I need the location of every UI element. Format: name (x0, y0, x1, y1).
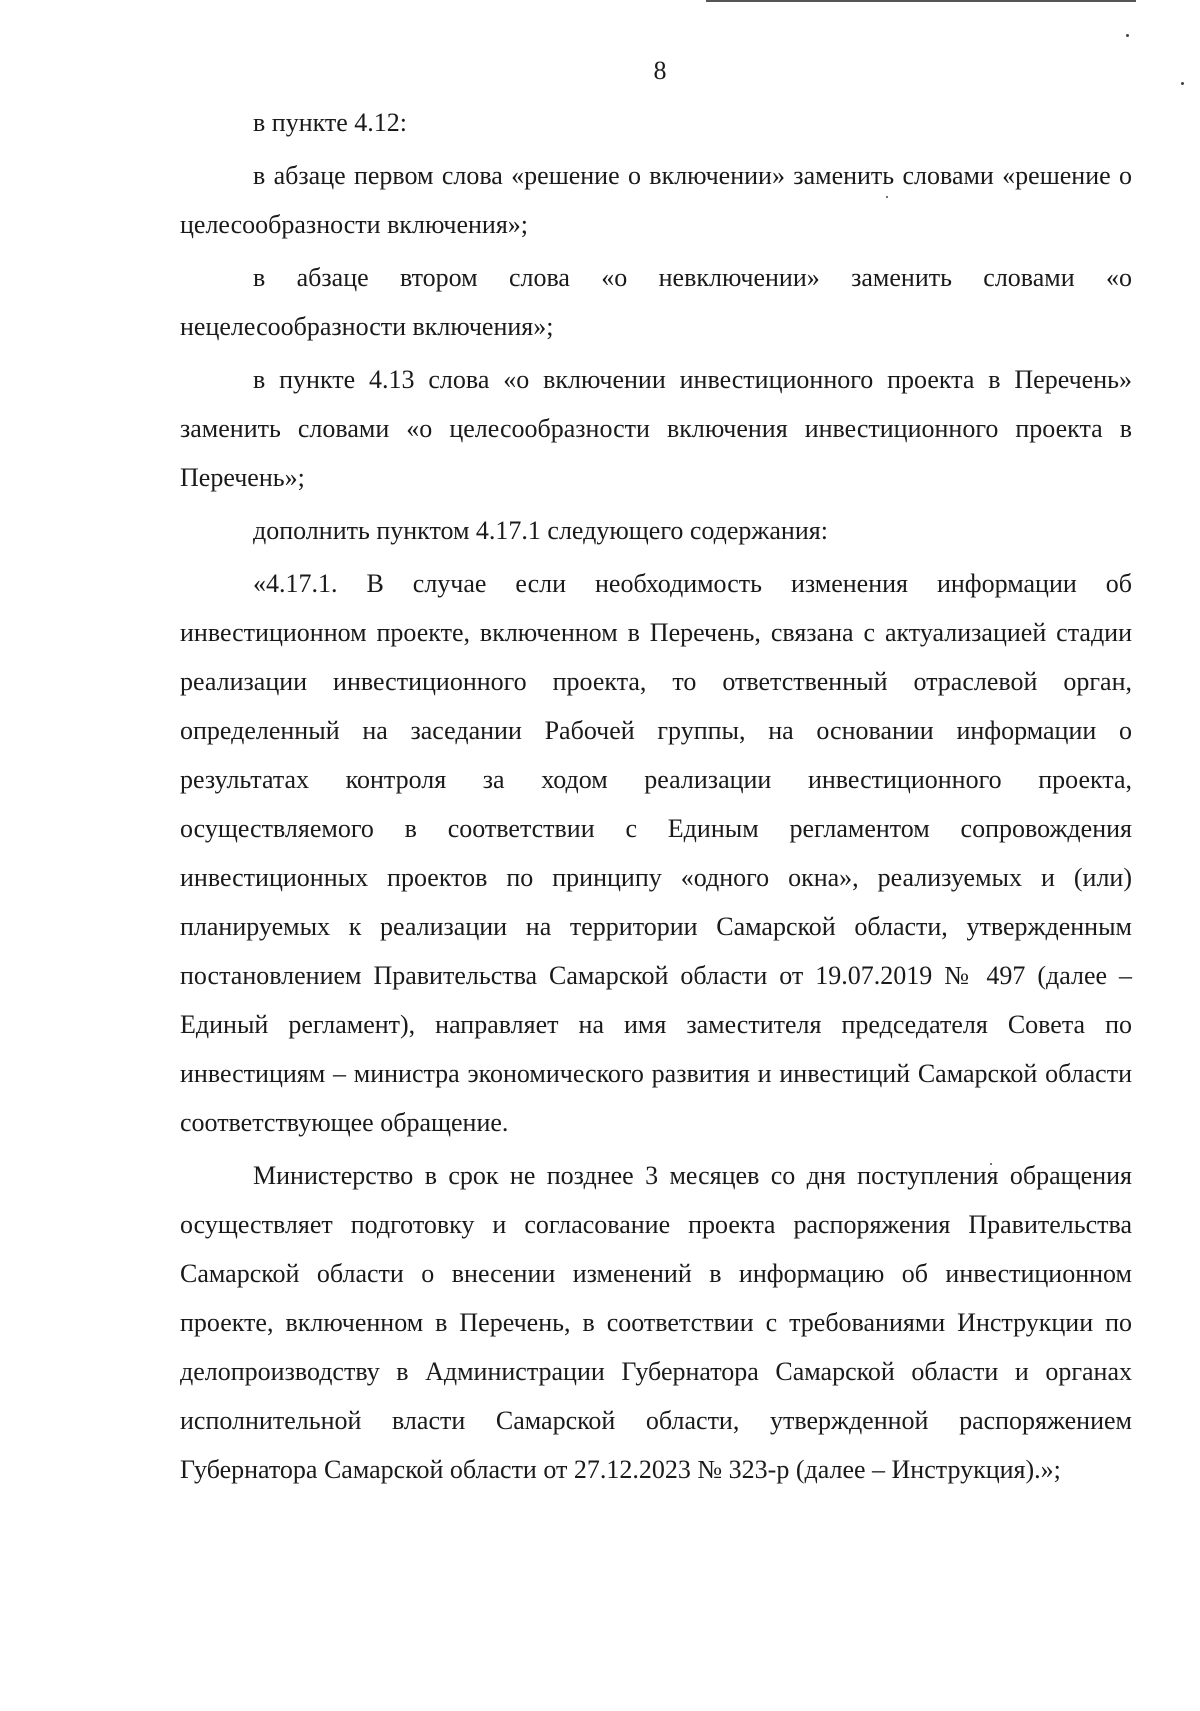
page-number: 8 (653, 56, 667, 85)
paragraph-abzac-first: в абзаце первом слова «решение о включении» заменить словами «решение о целесообразности включения»; (180, 161, 1132, 239)
paragraph-abzac-second: в абзаце втором слова «о невключении» заменить словами «о нецелесообразности включения»; (180, 263, 1132, 341)
paragraph-item-4-13: в пункте 4.13 слова «о включении инвестиционного проекта в Перечень» заменить словами «о целесообразности включения инвестиционного проекта в Перечень»; (180, 365, 1132, 492)
paragraph-add-item: дополнить пунктом 4.17.1 следующего содержания: (253, 516, 828, 545)
paragraph-item-4-12: в пункте 4.12: (253, 108, 408, 137)
paragraph-ministry: Министерство в срок не позднее 3 месяцев со дня поступления обращения осуществляет подготовку и согласование проекта распоряжения Правительства Самарской области о внесении изменений в информацию об инвестиционном проекте, включенном в Перечень, в соответствии с требованиями Инструкции по делопроизводству в Администрации Губернатора Самарской области и органах исполнительной власти Самарской области, утвержденной распоряжением Губернатора Самарской области от 27.12.2023 № 323-р (далее – Инструкция).»; (180, 1161, 1132, 1484)
scan-edge-line (706, 0, 1136, 2)
scan-speck (1126, 34, 1129, 37)
paragraph-item-4-17-1: «4.17.1. В случае если необходимость изменения информации об инвестиционном проекте, включенном в Перечень, связана с актуализацией стадии реализации инвестиционного проекта, то ответственный отраслевой орган, определенный на заседании Рабочей группы, на основании информации о результатах контроля за ходом реализации инвестиционного проекта, осуществляемого в соответствии с Единым регламентом сопровождения инвестиционных проектов по принципу «одного окна», реализуемых и (или) планируемых к реализации на территории Самарской области, утвержденным постановлением Правительства Самарской области от 19.07.2019 № 497 (далее – Единый регламент), направляет на имя заместителя председателя Совета по инвестициям – министра экономического развития и инвестиций Самарской области соответствующее обращение. (180, 569, 1132, 1137)
document-body (180, 98, 1132, 1494)
